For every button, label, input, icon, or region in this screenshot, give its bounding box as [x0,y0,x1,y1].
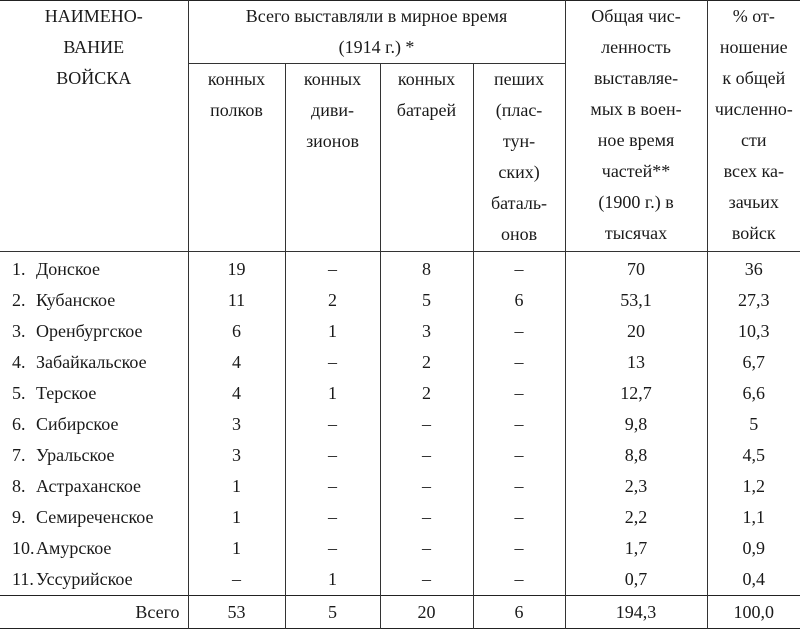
strength-cell: 53,1 [565,285,707,316]
header-troop-name: НАИМЕНО- ВАНИЕ ВОЙСКА [0,1,188,252]
row-number: 5. [12,383,26,403]
regiments-cell: 1 [188,502,285,533]
divisions-cell: – [285,440,380,471]
table-row [0,533,800,564]
strength-cell: 70 [565,252,707,286]
batteries-cell: – [380,502,473,533]
regiments-cell: 1 [188,471,285,502]
regiments-cell: 4 [188,378,285,409]
row-number: 7. [12,445,26,465]
troop-name: Астраханское [36,476,142,496]
troop-name: Терское [36,383,97,403]
percent-cell: 6,7 [742,352,766,372]
header-cavalry-divisions: конных диви- зионов [285,64,380,252]
divisions-cell: 2 [285,285,380,316]
header-cavalry-batteries: конных батарей [380,64,473,252]
row-number: 10. [12,538,35,558]
troop-name-cell [0,347,188,378]
troop-name-cell [0,471,188,502]
divisions-cell: 1 [285,378,380,409]
row-number: 9. [12,507,26,527]
strength-cell: 8,8 [565,440,707,471]
row-number: 1. [12,259,26,279]
batteries-cell: – [380,440,473,471]
batteries-cell: – [380,533,473,564]
troop-name-cell [0,440,188,471]
table-row [0,502,800,533]
total-battalions: 6 [473,596,565,629]
batteries-cell: – [380,471,473,502]
total-row [0,596,800,629]
regiments-cell: 11 [188,285,285,316]
percent-cell: 0,9 [742,538,766,558]
troop-name: Кубанское [36,290,116,310]
regiments-cell: 1 [188,533,285,564]
troop-name: Уральское [36,445,115,465]
header-foot-battalions: пеших (плас- тун- ских) баталь- онов [473,64,565,252]
troop-name-cell [0,252,188,286]
divisions-cell: 1 [285,564,380,596]
percent-cell: 6,6 [742,383,766,403]
strength-cell: 12,7 [565,378,707,409]
divisions-cell: – [285,471,380,502]
divisions-cell: 1 [285,316,380,347]
strength-cell: 2,3 [565,471,707,502]
percent-cell: 10,3 [738,321,770,341]
troop-name-cell [0,564,188,596]
troop-name-cell [0,285,188,316]
table-row [0,316,800,347]
total-regiments: 53 [188,596,285,629]
strength-cell: 20 [565,316,707,347]
table-row [0,347,800,378]
batteries-cell: – [380,409,473,440]
batteries-cell: – [380,564,473,596]
percent-cell: 27,3 [738,290,770,310]
troop-name-cell [0,533,188,564]
batteries-cell: 8 [380,252,473,286]
strength-cell: 2,2 [565,502,707,533]
header-cavalry-regiments: конных полков [188,64,285,252]
battalions-cell: 6 [473,285,565,316]
total-divisions: 5 [285,596,380,629]
batteries-cell: 5 [380,285,473,316]
troop-name: Оренбургское [36,321,143,341]
divisions-cell: – [285,502,380,533]
troop-name-cell [0,316,188,347]
table-row [0,471,800,502]
battalions-cell: – [473,440,565,471]
battalions-cell: – [473,533,565,564]
strength-cell: 1,7 [565,533,707,564]
percent-cell: 1,1 [742,507,766,527]
percent-cell: 0,4 [742,569,766,589]
troop-name: Сибирское [36,414,119,434]
table-row [0,285,800,316]
regiments-cell: 4 [188,347,285,378]
regiments-cell: 6 [188,316,285,347]
table-row [0,564,800,596]
row-number: 2. [12,290,26,310]
troop-name-cell [0,502,188,533]
row-number: 4. [12,352,26,372]
divisions-cell: – [285,409,380,440]
batteries-cell: 2 [380,347,473,378]
battalions-cell: – [473,252,565,286]
percent-cell: 5 [749,414,759,434]
regiments-cell: 3 [188,440,285,471]
strength-cell: 0,7 [565,564,707,596]
battalions-cell: – [473,316,565,347]
strength-cell: 9,8 [565,409,707,440]
troop-name-cell [0,409,188,440]
row-number: 3. [12,321,26,341]
battalions-cell: – [473,471,565,502]
batteries-cell: 2 [380,378,473,409]
troop-name: Амурское [36,538,112,558]
battalions-cell: – [473,564,565,596]
regiments-cell: 3 [188,409,285,440]
divisions-cell: – [285,252,380,286]
battalions-cell: – [473,502,565,533]
table-row [0,440,800,471]
row-number: 11. [12,569,34,589]
table-row [0,409,800,440]
table-row [0,378,800,409]
regiments-cell: – [188,564,285,596]
divisions-cell: – [285,533,380,564]
troop-name: Забайкальское [36,352,147,372]
troop-name: Донское [36,259,100,279]
row-number: 8. [12,476,26,496]
troop-name-cell [0,378,188,409]
battalions-cell: – [473,409,565,440]
header-peacetime-group: Всего выставляли в мирное время (1914 г.) * [188,1,565,64]
strength-cell: 13 [565,347,707,378]
percent-cell: 4,5 [742,445,766,465]
divisions-cell: – [285,347,380,378]
total-strength: 194,3 [565,596,707,629]
battalions-cell: – [473,378,565,409]
total-label: Всего [0,596,188,629]
percent-cell: 36 [744,259,763,279]
header-total-strength: Общая чис- ленность выставляе- мых в воен- ное время частей** (1900 г.) в тысячах [565,1,707,252]
table-row [0,252,800,286]
row-number: 6. [12,414,26,434]
percent-cell: 1,2 [742,476,766,496]
batteries-cell: 3 [380,316,473,347]
troop-name: Семиреченское [36,507,154,527]
total-batteries: 20 [380,596,473,629]
battalions-cell: – [473,347,565,378]
total-percent: 100,0 [707,596,800,629]
header-percent: % от- ношение к общей численно- сти всех ка- зачьих войск [707,1,800,252]
troop-name: Уссурийское [36,569,133,589]
regiments-cell: 19 [188,252,285,286]
